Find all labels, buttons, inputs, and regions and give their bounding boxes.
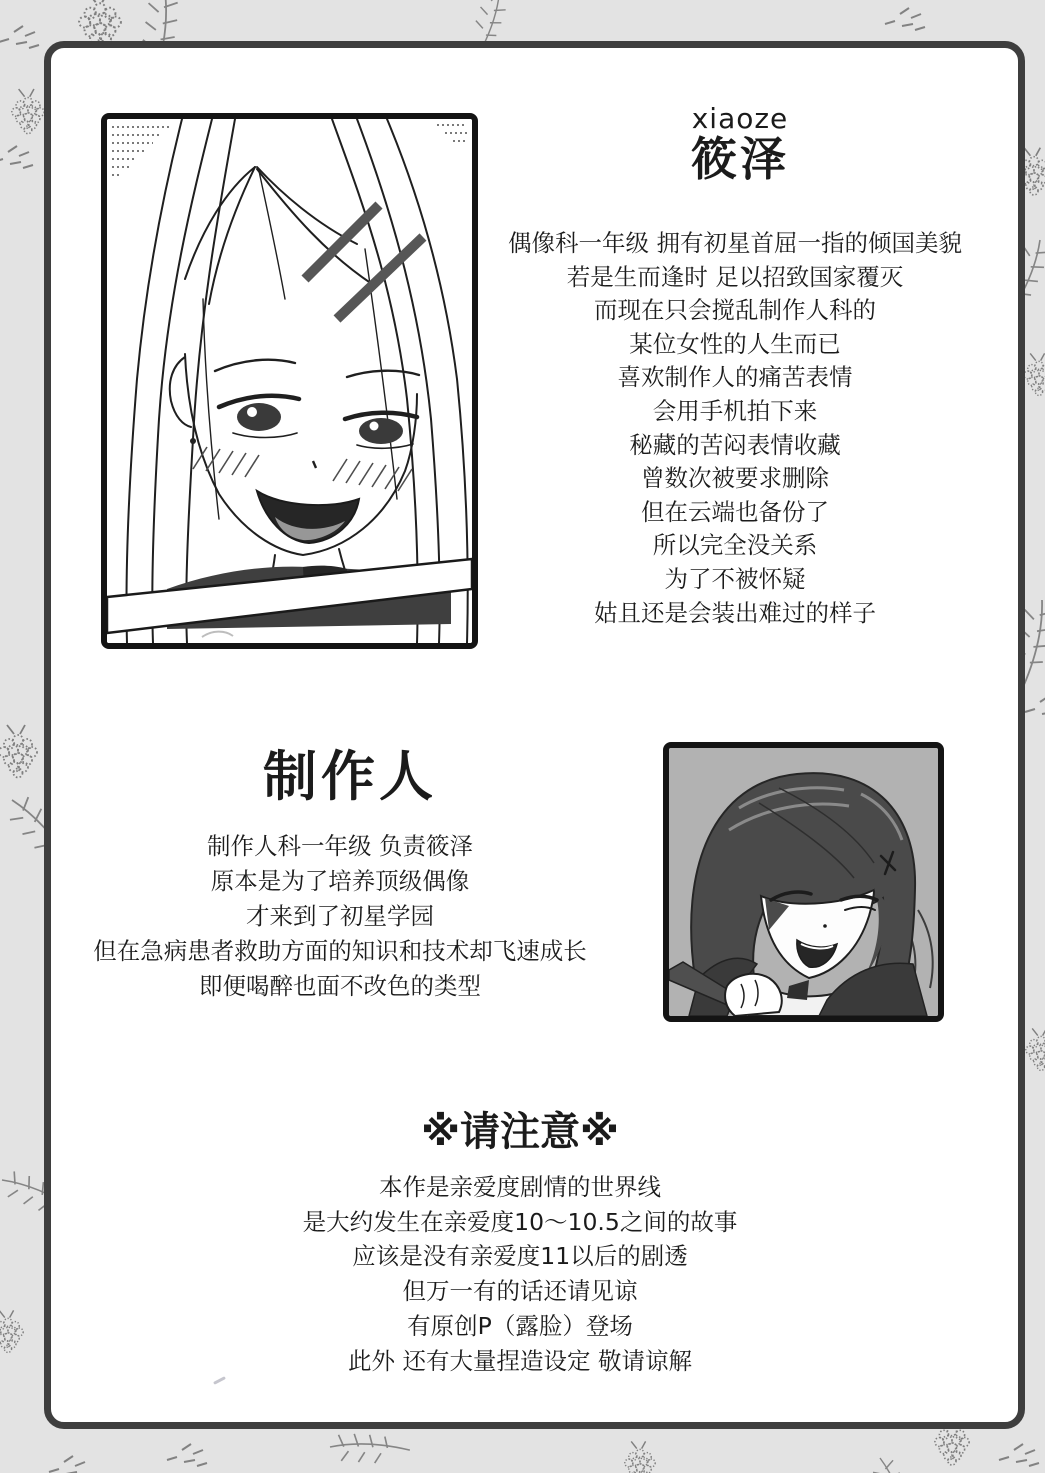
profile-line: 才来到了初星学园 — [246, 902, 434, 930]
profile-line: 原本是为了培养顶级偶像 — [210, 867, 470, 895]
xiaoze-title-block — [600, 104, 880, 184]
notice-line: 此外 还有大量捏造设定 敬请谅解 — [348, 1346, 692, 1375]
producer-title: 制作人 — [263, 745, 437, 808]
notice-line: 有原创P（露脸）登场 — [407, 1311, 633, 1340]
producer-portrait-illustration — [669, 748, 938, 1016]
xiaoze-profile-text — [478, 227, 992, 630]
profile-line: 即便喝醉也面不改色的类型 — [199, 972, 481, 1000]
profile-line: 而现在只会搅乱制作人科的 — [594, 296, 876, 325]
xiaoze-portrait-frame — [101, 113, 478, 649]
profile-line: 制作人科一年级 负责筱泽 — [207, 832, 473, 860]
profile-line: 若是生而逢时 足以招致国家覆灭 — [566, 262, 904, 291]
profile-line: 姑且还是会装出难过的样子 — [594, 598, 876, 627]
producer-profile-text — [35, 829, 645, 1004]
profile-line: 偶像科一年级 拥有初星首屈一指的倾国美貌 — [508, 229, 962, 257]
notice-title: ※请注意※ — [421, 1109, 619, 1155]
notice-line: 本作是亲爱度剧情的世界线 — [379, 1173, 661, 1201]
profile-line: 会用手机拍下来 — [652, 396, 818, 425]
producer-portrait-frame — [663, 742, 944, 1022]
profile-line: 喜欢制作人的痛苦表情 — [617, 363, 853, 392]
notice-text — [230, 1170, 810, 1378]
profile-line: 但在云端也备份了 — [641, 497, 829, 526]
xiaoze-portrait-illustration — [107, 119, 472, 643]
profile-line: 秘藏的苦闷表情收藏 — [629, 430, 841, 459]
profile-line: 某位女性的人生而已 — [629, 329, 841, 358]
xiaoze-name: 筱泽 — [691, 132, 789, 186]
notice-line: 但万一有的话还请见谅 — [402, 1277, 638, 1306]
profile-line: 曾数次被要求删除 — [641, 464, 829, 493]
profile-line: 但在急病患者救助方面的知识和技术却飞速成长 — [93, 937, 587, 965]
profile-line: 为了不被怀疑 — [664, 564, 806, 593]
xiaoze-romaji: xiaoze — [691, 102, 789, 135]
profile-line: 所以完全没关系 — [652, 531, 818, 560]
notice-line: 应该是没有亲爱度11以后的剧透 — [352, 1242, 688, 1271]
notice-line: 是大约发生在亲爱度10～10.5之间的故事 — [302, 1207, 738, 1236]
